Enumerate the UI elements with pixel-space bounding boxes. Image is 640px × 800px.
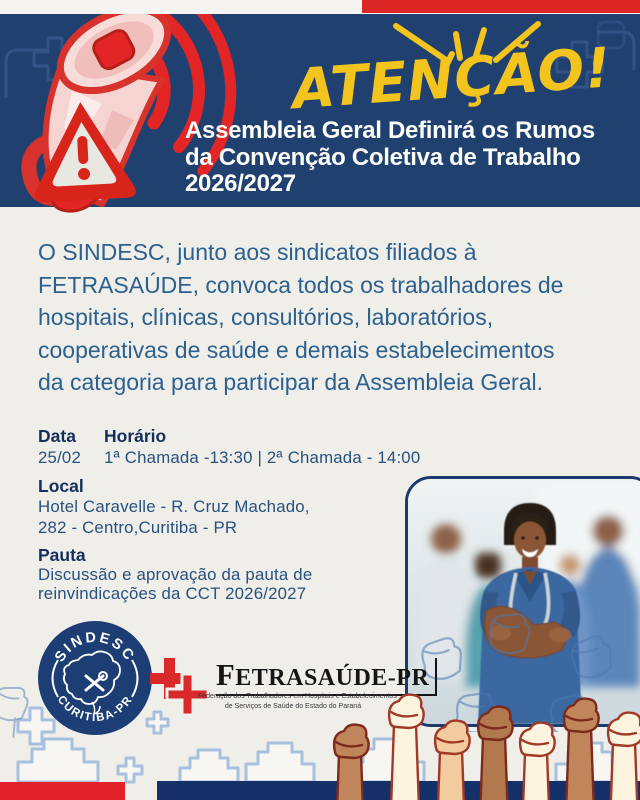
- location-label: Local: [38, 476, 84, 496]
- attention-headline: ATENÇÃO!: [290, 35, 614, 122]
- intro-line: O SINDESC, junto aos sindicatos filiados à: [38, 239, 477, 265]
- title-line: 2026/2027: [185, 170, 296, 197]
- agenda-value: reinvindicações da CCT 2026/2027: [38, 584, 307, 603]
- header-banner: [0, 14, 640, 207]
- top-right-red-bar: [362, 0, 640, 13]
- tagline-line: de Serviços de Saúde do Estado do Paraná: [224, 702, 362, 710]
- location-value: Hotel Caravelle - R. Cruz Machado,: [38, 497, 310, 516]
- fetrasaude-logo-name: FETRASAÚDE-PR: [216, 658, 437, 696]
- tagline-line: Federação dos Trabalhadores em Hospitais e Estabelecimentos: [198, 693, 397, 700]
- date-value: 25/02: [38, 448, 81, 467]
- title-line: Assembleia Geral Definirá os Rumos: [185, 117, 595, 144]
- fist-outline-watermark: [0, 668, 40, 738]
- title-line: da Convenção Coletiva de Trabalho: [185, 143, 581, 171]
- flyer-title: [185, 118, 635, 198]
- sindesc-logo-bottom-text: CURITIBA-PR: [54, 693, 136, 725]
- intro-line: cooperativas de saúde e demais estabelecimentos: [38, 336, 555, 363]
- time-value: 1ª Chamada -13:30 | 2ª Chamada - 14:00: [104, 448, 421, 467]
- warning-triangle-icon: [23, 93, 143, 215]
- agenda-value: Discussão e aprovação da pauta de: [38, 565, 313, 584]
- bottom-red-bar: [0, 782, 125, 800]
- intro-line: hospitais, clínicas, consultórios, laboratórios,: [38, 304, 494, 331]
- sindesc-logo: [37, 620, 153, 736]
- date-label: Data: [38, 426, 76, 446]
- agenda-label: Pauta: [38, 545, 86, 565]
- time-label: Horário: [104, 426, 167, 446]
- sindesc-logo-top-text: SINDESC: [51, 629, 139, 665]
- intro-line: FETRASAÚDE, convoca todos os trabalhadores de: [38, 271, 564, 298]
- raised-fists-illustration: [290, 688, 640, 800]
- intro-paragraph: [38, 236, 628, 399]
- location-value: 282 - Centro,Curitiba - PR: [38, 518, 238, 537]
- intro-line: da categoria para participar da Assembleia Geral.: [38, 369, 544, 396]
